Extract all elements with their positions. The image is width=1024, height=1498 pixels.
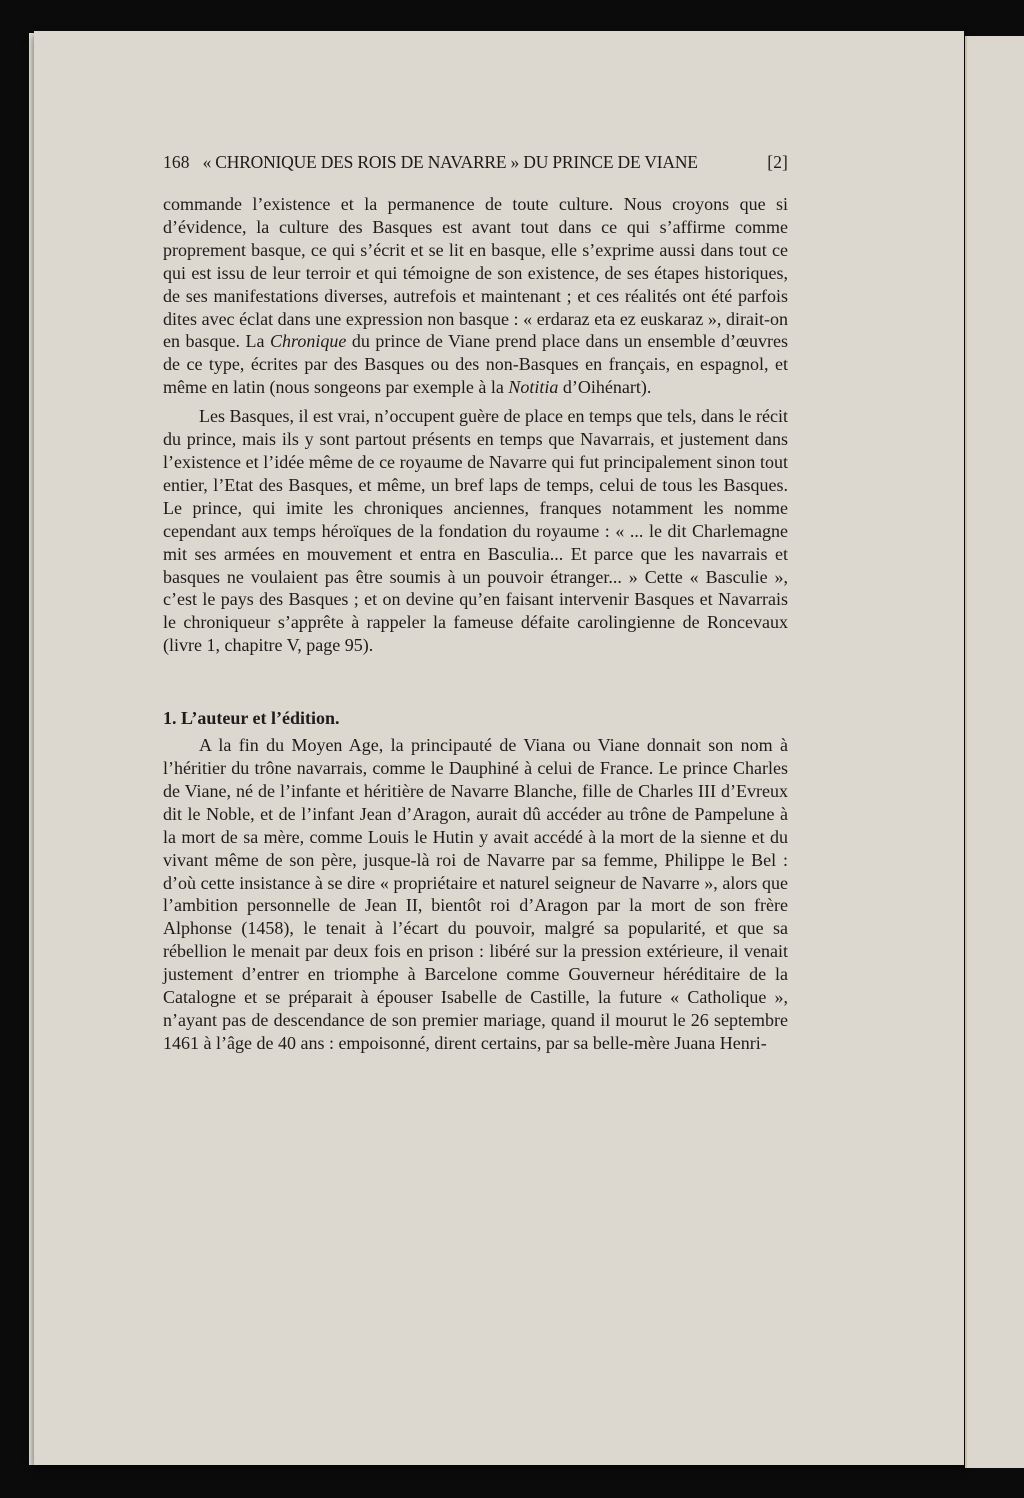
italic-title-notitia: Notitia	[508, 377, 559, 398]
section-heading: 1. L’auteur et l’édition.	[163, 708, 340, 729]
paragraph-auteur: A la fin du Moyen Age, la principauté de Viana ou Viane donnait son nom à l’héritier du trône navarrais, comme le Dauphiné à celui de France. Le prince Charles de Viane, né de l’infante et héritière de Navarre Blanche, fille de Charles III d’Evreux dit le Noble, et de l’infant Jean d’Aragon, aurait dû accéder au trône de Pampelune à la mort de sa mère, comme Louis le Hutin y avait accédé à la mort de la sienne et du vivant même de son père, jusque-là roi de Navarre par sa femme, Philippe le Bel : d’où cette insistance à se dire « propriétaire et naturel seigneur de Navarre », alors que l’ambition personnelle de Jean II, bientôt roi d’Aragon par la mort de son frère Alphonse (1458), le tenait à l’écart du pouvoir, malgré sa popularité, et que sa rébellion le menait par deux fois en prison : libéré sur la pression extérieure, il venait justement d’entrer en triomphe à Barcelone comme Gouverneur héréditaire de la Catalogne et se préparait à épouser Isabelle de Castille, la future « Catholique », n’ayant pas de descendance de son premier mariage, quand il mourut le 26 septembre 1461 à l’âge de 40 ans : empoisonné, dirent certains, par sa belle-mère Juana Henri-	[163, 735, 788, 1053]
text-segment: du prince de Viane prend place dans un ensemble d’œuvres de ce type, écrites par des Basques ou des non-Basques en français, en espagnol, et même en latin (nous songeons par exemple à la	[163, 331, 788, 398]
paragraph-continued	[163, 193, 788, 399]
text-segment: d’Oihénart).	[558, 377, 652, 398]
text-segment: commande l’existence et la permanence de toute culture. Nous croyons que si d’évidence, la culture des Basques est avant tout dans ce qui s’affirme comme proprement basque, ce qui s’écrit et se lit en basque, elle s’exprime aussi dans tout ce qui est issu de leur terroir et qui témoigne de son existence, de ses étapes historiques, de ses manifestations diverses, autrefois et maintenant ; et ces réalités ont été parfois dites avec éclat dans une expression non basque : « erdaraz eta ez euskaraz », dirait-on en basque. La	[163, 194, 788, 352]
facing-page-edge	[965, 36, 1024, 1468]
running-title: « CHRONIQUE DES ROIS DE NAVARRE » DU PRINCE DE VIANE	[202, 152, 698, 172]
running-head	[163, 148, 788, 176]
paragraph-basques: Les Basques, il est vrai, n’occupent guère de place en temps que tels, dans le récit du prince, mais ils y sont partout présents en temps que Navarrais, et justement dans l’existence et l’idée même de ce royaume de Navarre qui fut principalement sinon tout entier, l’Etat des Basques, et même, un bref laps de temps, celui de tous les Basques. Le prince, qui imite les chroniques anciennes, franques notamment les nomme cependant aux temps héroïques de la fondation du royaume : « ... le dit Charlemagne mit ses armées en mouvement et entra en Basculia... Et parce que les navarrais et basques ne voulaient pas être soumis à un pouvoir étranger... » Cette « Basculie », c’est le pays des Basques ; et on devine qu’en faisant intervenir Basques et Navarrais le chroniqueur s’apprête à rappeler la fameuse défaite carolingienne de Roncevaux (livre 1, chapitre V, page 95).	[163, 406, 788, 656]
page-content	[163, 148, 788, 1055]
italic-title-chronique: Chronique	[270, 331, 347, 352]
page-number: 168	[163, 152, 190, 172]
section-marker: [2]	[767, 152, 788, 172]
